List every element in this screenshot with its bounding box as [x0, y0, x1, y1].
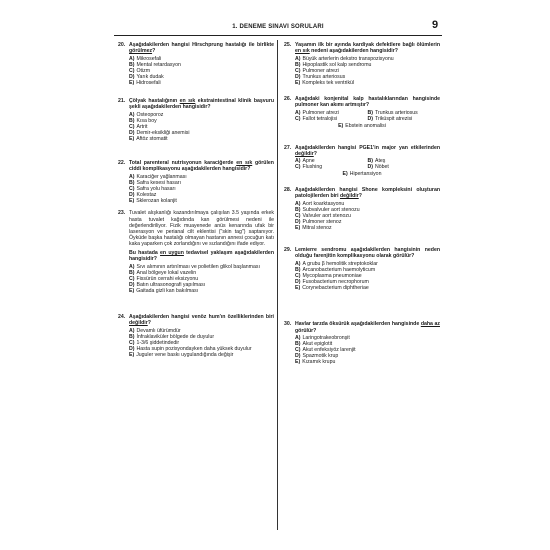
option-a[interactable]: A) Büyük arterlerin dekstro transpozisyonu: [295, 55, 394, 62]
option-a[interactable]: A) Mikrosefali: [129, 55, 162, 62]
question-stem: Çölyak hastalığının en sık ekstraintestinal klinik başvuru şekli aşağıdakilerden hangisidir?: [129, 98, 275, 111]
option-b[interactable]: B) Trunkus arteriosus: [367, 109, 418, 116]
option-d[interactable]: D) Trunkus arteriosus: [295, 73, 346, 80]
question-number: 29.: [284, 247, 292, 254]
option-c[interactable]: C) Akut enfeksiyöz larenjit: [295, 347, 356, 354]
question-28: [284, 187, 440, 231]
option-d[interactable]: D) Batın ultrasonografi yapılması: [129, 282, 206, 288]
option-c[interactable]: C) Mycoplasma pneumoniae: [295, 273, 362, 280]
question-25: [284, 42, 440, 86]
option-b[interactable]: B) Mental retardasyon: [129, 61, 181, 68]
option-d[interactable]: D) Spazmotik krup: [295, 353, 339, 360]
option-e[interactable]: E) Aftöz stomatit: [129, 136, 168, 143]
page-header: [114, 20, 442, 36]
option-b[interactable]: B) Ateş: [367, 158, 386, 165]
option-d[interactable]: D) Demir-eksikliği anemisi: [129, 130, 190, 137]
question-number: 24.: [118, 314, 126, 321]
case-paragraph: Tuvalet alışkanlığı kazandırılmaya çalışılan 3.5 yaşında erkek hasta tuvalet kağıdında kan görülmesi nedeni ile değerlendiriliyor. Fizik muayenede anüs kenarında ufak bir laserasyon ve perianal cilt eklentisi ("skin tag") saptanıyor. Öyküde başka hastalığı olmayan hastanın annesi çocuğun katı kaka yaparken çok zorlandığını ve sızlandığını ifade ediyor.: [129, 210, 274, 247]
question-number: 20.: [118, 42, 126, 48]
option-a[interactable]: A) Osteoporoz: [129, 111, 164, 118]
right-column: [284, 42, 440, 372]
option-d[interactable]: D) Triküspit atrezisi: [367, 115, 413, 122]
option-b[interactable]: B) Anal bölgeye lokal vazelin: [129, 269, 197, 276]
question-stem: Aşağıdakilerden hangisi Shone kompleksini oluşturan patolojilerden biri değildir?: [295, 187, 440, 200]
option-e[interactable]: E) Kızamık krupu: [295, 359, 336, 366]
option-b[interactable]: B) Kısa boy: [129, 117, 157, 124]
option-b[interactable]: B) Arcanobacterium haemolyticum: [295, 267, 376, 274]
question-22: [118, 160, 274, 204]
question-number: 28.: [284, 187, 292, 194]
question-number: 23.: [118, 210, 126, 217]
option-a[interactable]: A) Apne: [295, 158, 315, 165]
column-divider: [277, 40, 278, 530]
left-column: [118, 42, 274, 364]
option-d[interactable]: D) Fusobacterium necrophorum: [295, 279, 369, 286]
question-stem: Aşağıdakilerden hangisi PGE1'in major yan etkilerinden değildir?: [295, 144, 440, 157]
option-c[interactable]: C) Artrit: [129, 124, 148, 131]
options: [129, 174, 274, 204]
page-number: 9: [432, 19, 439, 31]
question-number: 25.: [284, 42, 292, 48]
question-26: [284, 96, 440, 128]
exam-title: 1. DENEME SINAVI SORULARI: [232, 24, 324, 30]
question-stem: Aşağıdakilerden hangisi Hirschprung hastalığı ile birlikte görülmez?: [129, 42, 274, 55]
option-a[interactable]: A) Karaciğer yağlanması: [129, 174, 187, 180]
question-number: 21.: [118, 98, 126, 105]
option-a[interactable]: A) Pulmoner atrezi: [295, 109, 339, 116]
question-stem: Havlar tarzda öksürük aşağıdakilerden hangisinde daha az görülür?: [295, 321, 440, 334]
question-number: 27.: [284, 144, 292, 151]
option-c[interactable]: C) 1-3/6 şiddetindedir: [129, 340, 180, 347]
option-b[interactable]: B) Subvalvuler aort stenozu: [295, 206, 360, 213]
question-21: [118, 98, 274, 142]
option-e[interactable]: E) Juguler vene baskı uygulandığında değişir: [129, 352, 234, 359]
options: [295, 335, 440, 365]
question-number: 30.: [284, 321, 292, 328]
option-a[interactable]: A) Sıvı alımının artırılması ve polietilen glikol başlanması: [129, 263, 260, 270]
options: [129, 112, 274, 142]
option-b[interactable]: B) İnfraklaviküler bölgede de duyulur: [129, 333, 215, 340]
option-d[interactable]: D) Pulmoner stenoz: [295, 219, 342, 226]
option-e[interactable]: E) Kompleks tek ventrikül: [295, 80, 355, 87]
option-c[interactable]: C) Pulmoner atrezi: [295, 67, 339, 74]
option-b[interactable]: B) Safra kesesi hasarı: [129, 180, 181, 187]
question-stem: Aşağıdakilerden hangisi venöz hum'ın özelliklerinden biri değildir?: [129, 314, 274, 327]
option-c[interactable]: C) Valvuler aort stenozu: [295, 212, 351, 219]
option-d[interactable]: D) Kolestaz: [129, 192, 157, 199]
question-stem: Lemierre sendromu aşağıdakilerden hangisinin neden olduğu farenjitin komplikasyonu olarak görülür?: [295, 247, 440, 260]
option-d[interactable]: D) Hasta supin pozisyondayken daha yüksek duyulur: [129, 346, 252, 353]
option-c[interactable]: C) Fallot tetralojisi: [295, 115, 338, 122]
question-stem: Aşağıdaki konjenital kalp hastalıklarından hangisinde pulmoner kan akımı artmıştır?: [295, 96, 440, 109]
question-27: [284, 145, 440, 177]
option-a[interactable]: A) Devamlı üfürümdür: [129, 327, 181, 334]
question-30: [284, 321, 440, 365]
option-d[interactable]: D) Yarık dudak: [129, 73, 164, 80]
option-e[interactable]: E) Sklerozan kolanjit: [129, 198, 177, 205]
options: [295, 261, 440, 291]
option-a[interactable]: A) Laringotrakeobronşit: [295, 335, 350, 342]
question-number: 26.: [284, 96, 292, 103]
option-e[interactable]: E) Hipertansiyon: [342, 171, 382, 177]
question-23: [118, 210, 274, 294]
option-d[interactable]: D) Nöbet: [367, 164, 389, 171]
option-c[interactable]: C) Otizm: [129, 67, 151, 74]
options: [129, 56, 274, 86]
option-e[interactable]: E) Ebstein anomalisi: [338, 122, 386, 129]
option-c[interactable]: C) Safra yolu hasarı: [129, 186, 176, 193]
question-stem: Yaşamın ilk bir ayında kardiyak defektlere bağlı ölümlerin en sık nedeni aşağıdakilerden hangisidir?: [295, 42, 440, 55]
option-a[interactable]: A) A grubu β hemolitik streptokoklar: [295, 260, 378, 267]
options: [129, 328, 274, 358]
question-24: [118, 314, 274, 358]
option-e[interactable]: E) Corynebacterium diphtheriae: [295, 285, 369, 292]
option-c[interactable]: C) Flushing: [295, 164, 323, 171]
option-e[interactable]: E) Mitral stenoz: [295, 225, 332, 232]
option-e[interactable]: E) Hidrosefali: [129, 80, 161, 87]
option-e[interactable]: E) Gaitada gizli kan bakılması: [129, 288, 199, 295]
question-stem: Bu hastada en uygun tedavisel yaklaşım aşağıdakilerden hangisidir?: [129, 250, 274, 263]
options: [295, 201, 440, 231]
question-20: [118, 42, 274, 86]
option-c[interactable]: C) Fissürün cerrahi eksizyonu: [129, 275, 199, 282]
options: [295, 56, 440, 86]
question-number: 22.: [118, 160, 126, 167]
question-stem: Total parenteral nutrisyonun karaciğerde en sık görülen ciddi komplikasyonu aşağıdakilerden hangisidir?: [129, 160, 274, 173]
question-29: [284, 247, 440, 291]
option-a[interactable]: A) Aort koarktasyonu: [295, 200, 345, 207]
option-b[interactable]: B) Hipoplastik sol kalp sendromu: [295, 61, 372, 68]
option-b[interactable]: B) Akut epiglotit: [295, 341, 333, 348]
options: [129, 264, 274, 294]
